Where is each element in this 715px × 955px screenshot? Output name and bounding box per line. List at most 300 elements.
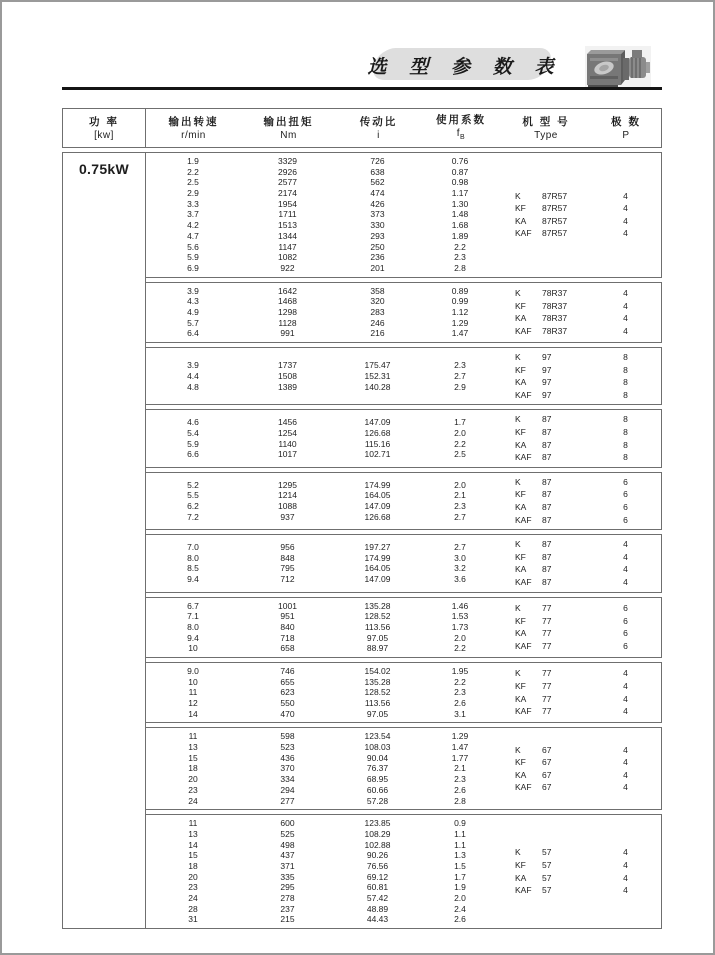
type-prefix: KAF bbox=[515, 228, 532, 239]
type-model: 87 bbox=[542, 551, 552, 562]
cell-value: 373 bbox=[370, 209, 385, 220]
table-block bbox=[145, 282, 662, 343]
type-value bbox=[515, 426, 590, 439]
cell-value: 14 bbox=[188, 839, 198, 850]
poles-value: 4 bbox=[623, 190, 628, 201]
type-prefix: KF bbox=[515, 203, 526, 214]
cell-value: 4.2 bbox=[187, 220, 199, 231]
poles-value: 4 bbox=[623, 706, 628, 717]
column-speed bbox=[146, 413, 240, 463]
cell-value: 638 bbox=[370, 166, 385, 177]
cell-value: 3.6 bbox=[454, 574, 466, 584]
type-prefix: KAF bbox=[515, 576, 532, 587]
type-value bbox=[515, 351, 590, 364]
type-model: 87 bbox=[542, 501, 552, 512]
type-prefix: KF bbox=[515, 300, 526, 311]
cell-value: 246 bbox=[370, 317, 385, 328]
column-torque bbox=[240, 413, 335, 463]
type-prefix: K bbox=[515, 744, 521, 755]
cell-value: 1389 bbox=[278, 381, 297, 392]
cell-value: 28 bbox=[188, 903, 198, 914]
type-model: 87 bbox=[542, 564, 552, 575]
cell-value: 23 bbox=[188, 784, 198, 795]
table-block bbox=[145, 472, 662, 530]
type-value bbox=[515, 488, 590, 501]
column-poles bbox=[590, 156, 661, 274]
cell-value: 2.7 bbox=[454, 370, 466, 381]
cell-value: 6.9 bbox=[187, 262, 199, 273]
cell-value: 5.9 bbox=[187, 252, 199, 263]
cell-value: 4.3 bbox=[187, 296, 199, 307]
poles-value: 4 bbox=[623, 757, 628, 768]
cell-value: 126.68 bbox=[364, 511, 391, 522]
cell-value: 2.3 bbox=[454, 774, 466, 785]
cell-value: 97.05 bbox=[366, 632, 389, 643]
table-block bbox=[145, 152, 662, 278]
cell-value: 97.05 bbox=[366, 708, 389, 719]
type-model: 97 bbox=[542, 389, 552, 400]
poles-value: 4 bbox=[623, 203, 628, 214]
cell-value: 13 bbox=[188, 828, 198, 839]
type-prefix: KA bbox=[515, 501, 527, 512]
poles-value: 8 bbox=[623, 389, 628, 400]
type-value bbox=[515, 439, 590, 452]
poles-value: 6 bbox=[623, 501, 628, 512]
type-model: 78R37 bbox=[542, 325, 568, 336]
cell-value: 2.3 bbox=[454, 687, 466, 698]
cell-value: 236 bbox=[370, 252, 385, 263]
power-column bbox=[62, 152, 146, 929]
cell-value: 922 bbox=[280, 262, 295, 273]
cell-value: 140.28 bbox=[364, 381, 391, 392]
column-torque bbox=[240, 538, 335, 588]
cell-value: 712 bbox=[280, 574, 295, 584]
type-prefix: KA bbox=[515, 769, 527, 780]
poles-value: 8 bbox=[623, 439, 628, 450]
cell-value: 6.7 bbox=[187, 600, 199, 611]
type-value bbox=[515, 781, 590, 794]
cell-value: 1468 bbox=[278, 296, 297, 307]
column-factor bbox=[420, 476, 500, 526]
cell-value: 8.0 bbox=[187, 621, 199, 632]
type-prefix: K bbox=[515, 603, 521, 614]
cell-value: 600 bbox=[280, 818, 295, 829]
poles-value: 4 bbox=[623, 288, 628, 299]
column-ratio bbox=[335, 601, 420, 654]
table-header bbox=[62, 108, 662, 148]
cell-value: 68.95 bbox=[366, 774, 389, 785]
type-model: 87 bbox=[542, 414, 552, 425]
header-ratio: 传动比 i bbox=[359, 115, 398, 141]
poles-value: 8 bbox=[623, 364, 628, 375]
type-model: 77 bbox=[542, 706, 552, 717]
type-model: 67 bbox=[542, 744, 552, 755]
type-prefix: K bbox=[515, 539, 521, 550]
poles-value: 4 bbox=[623, 872, 628, 883]
cell-value: 3329 bbox=[278, 156, 297, 166]
poles-value: 6 bbox=[623, 615, 628, 626]
column-speed bbox=[146, 156, 240, 274]
cell-value: 991 bbox=[280, 328, 295, 339]
poles-value: 4 bbox=[623, 539, 628, 550]
poles-value: 8 bbox=[623, 426, 628, 437]
poles-value: 4 bbox=[623, 576, 628, 587]
poles-value: 6 bbox=[623, 476, 628, 487]
cell-value: 358 bbox=[370, 285, 385, 296]
cell-value: 3.7 bbox=[187, 209, 199, 220]
cell-value: 6.2 bbox=[187, 500, 199, 511]
cell-value: 2.7 bbox=[454, 511, 466, 522]
cell-value: 126.68 bbox=[364, 427, 391, 438]
type-prefix: KF bbox=[515, 489, 526, 500]
column-factor bbox=[420, 601, 500, 654]
cell-value: 11 bbox=[188, 687, 198, 698]
cell-value: 3.9 bbox=[187, 285, 199, 296]
cell-value: 655 bbox=[280, 676, 295, 687]
type-value bbox=[515, 501, 590, 514]
gearmotor-image bbox=[585, 46, 651, 90]
cell-value: 11 bbox=[188, 818, 198, 829]
cell-value: 44.43 bbox=[366, 914, 389, 925]
column-torque bbox=[240, 351, 335, 401]
cell-value: 1082 bbox=[278, 252, 297, 263]
column-type bbox=[500, 351, 590, 401]
cell-value: 2.1 bbox=[454, 490, 466, 501]
cell-value: 108.03 bbox=[364, 742, 391, 753]
type-prefix: KA bbox=[515, 377, 527, 388]
column-poles bbox=[590, 538, 661, 588]
type-model: 87R57 bbox=[542, 190, 568, 201]
type-prefix: K bbox=[515, 190, 521, 201]
poles-value: 4 bbox=[623, 782, 628, 793]
type-model: 97 bbox=[542, 364, 552, 375]
cell-value: 1954 bbox=[278, 198, 297, 209]
type-value bbox=[515, 859, 590, 872]
cell-value: 795 bbox=[280, 563, 295, 574]
type-value bbox=[515, 227, 590, 240]
cell-value: 57.28 bbox=[366, 795, 389, 806]
type-model: 87 bbox=[542, 576, 552, 587]
type-prefix: KF bbox=[515, 860, 526, 871]
cell-value: 1.17 bbox=[451, 188, 469, 199]
cell-value: 2.8 bbox=[454, 795, 466, 806]
column-speed bbox=[146, 476, 240, 526]
type-prefix: KA bbox=[515, 693, 527, 704]
poles-value: 4 bbox=[623, 769, 628, 780]
cell-value: 1295 bbox=[278, 479, 297, 490]
cell-value: 1.29 bbox=[451, 317, 469, 328]
type-value bbox=[515, 667, 590, 680]
cell-value: 135.28 bbox=[364, 600, 391, 611]
cell-value: 1.47 bbox=[451, 742, 469, 753]
poles-value: 4 bbox=[623, 325, 628, 336]
cell-value: 1.1 bbox=[454, 839, 466, 850]
type-model: 67 bbox=[542, 782, 552, 793]
cell-value: 278 bbox=[280, 893, 295, 903]
type-value bbox=[515, 872, 590, 885]
cell-value: 237 bbox=[280, 903, 295, 914]
cell-value: 1.5 bbox=[454, 860, 466, 871]
cell-value: 128.52 bbox=[364, 611, 391, 622]
cell-value: 15 bbox=[188, 850, 198, 861]
cell-value: 6.6 bbox=[187, 449, 199, 460]
cell-value: 623 bbox=[280, 687, 295, 698]
cell-value: 174.99 bbox=[364, 552, 391, 563]
type-prefix: KF bbox=[515, 615, 526, 626]
cell-value: 154.02 bbox=[364, 665, 391, 676]
type-model: 57 bbox=[542, 872, 552, 883]
type-prefix: K bbox=[515, 414, 521, 425]
poles-value: 6 bbox=[623, 489, 628, 500]
column-type bbox=[500, 156, 590, 274]
cell-value: 1001 bbox=[278, 600, 297, 611]
cell-value: 2.2 bbox=[454, 676, 466, 687]
cell-value: 1214 bbox=[278, 490, 297, 501]
type-model: 87 bbox=[542, 489, 552, 500]
cell-value: 123.54 bbox=[364, 731, 391, 742]
cell-value: 60.81 bbox=[366, 882, 389, 893]
cell-value: 8.0 bbox=[187, 552, 199, 563]
type-model: 97 bbox=[542, 377, 552, 388]
type-model: 57 bbox=[542, 885, 552, 896]
column-torque bbox=[240, 286, 335, 339]
cell-value: 2.1 bbox=[454, 763, 466, 774]
cell-value: 90.26 bbox=[366, 850, 389, 861]
type-value bbox=[515, 884, 590, 897]
cell-value: 840 bbox=[280, 621, 295, 632]
type-value bbox=[515, 563, 590, 576]
type-model: 87 bbox=[542, 514, 552, 525]
cell-value: 1.9 bbox=[187, 156, 199, 166]
cell-value: 1.53 bbox=[451, 611, 469, 622]
cell-value: 2.6 bbox=[454, 698, 466, 708]
cell-value: 147.09 bbox=[364, 500, 391, 511]
cell-value: 48.89 bbox=[366, 903, 389, 914]
cell-value: 88.97 bbox=[366, 643, 389, 654]
type-value bbox=[515, 514, 590, 527]
cell-value: 1.47 bbox=[451, 328, 469, 339]
column-type bbox=[500, 286, 590, 339]
cell-value: 57.42 bbox=[366, 893, 389, 903]
column-speed bbox=[146, 731, 240, 806]
type-prefix: KAF bbox=[515, 514, 532, 525]
cell-value: 102.88 bbox=[364, 839, 391, 850]
type-prefix: KAF bbox=[515, 389, 532, 400]
cell-value: 1.1 bbox=[454, 828, 466, 839]
cell-value: 2.4 bbox=[454, 903, 466, 914]
poles-value: 8 bbox=[623, 377, 628, 388]
column-ratio bbox=[335, 731, 420, 806]
cell-value: 1254 bbox=[278, 427, 297, 438]
cell-value: 4.6 bbox=[187, 417, 199, 428]
page-title: 选 型 参 数 表 bbox=[367, 56, 563, 78]
poles-value: 4 bbox=[623, 860, 628, 871]
type-model: 78R37 bbox=[542, 300, 568, 311]
poles-value: 4 bbox=[623, 885, 628, 896]
poles-value: 4 bbox=[623, 668, 628, 679]
type-value bbox=[515, 744, 590, 757]
header-output-speed: 输出转速 r/min bbox=[168, 115, 219, 141]
type-value bbox=[515, 627, 590, 640]
cell-value: 147.09 bbox=[364, 574, 391, 584]
type-value bbox=[515, 680, 590, 693]
poles-value: 6 bbox=[623, 514, 628, 525]
poles-value: 4 bbox=[623, 551, 628, 562]
poles-value: 8 bbox=[623, 414, 628, 425]
cell-value: 152.31 bbox=[364, 370, 391, 381]
poles-value: 4 bbox=[623, 847, 628, 858]
type-model: 78R37 bbox=[542, 313, 568, 324]
cell-value: 2.7 bbox=[454, 541, 466, 552]
power-value: 0.75kW bbox=[78, 161, 130, 177]
poles-value: 8 bbox=[623, 352, 628, 362]
column-type bbox=[500, 731, 590, 806]
cell-value: 1456 bbox=[278, 417, 297, 428]
cell-value: 1088 bbox=[278, 500, 297, 511]
column-poles bbox=[590, 351, 661, 401]
type-value bbox=[515, 190, 590, 203]
cell-value: 1147 bbox=[278, 241, 297, 252]
type-model: 77 bbox=[542, 603, 552, 614]
type-value bbox=[515, 300, 590, 313]
cell-value: 164.05 bbox=[364, 490, 391, 501]
type-value bbox=[515, 602, 590, 615]
cell-value: 5.5 bbox=[187, 490, 199, 501]
cell-value: 293 bbox=[370, 230, 385, 241]
cell-value: 24 bbox=[188, 795, 198, 806]
header-power: 功 率 [kw] bbox=[63, 109, 146, 147]
column-factor bbox=[420, 818, 500, 925]
cell-value: 9.0 bbox=[187, 665, 199, 676]
cell-value: 102.71 bbox=[364, 449, 391, 460]
cell-value: 10 bbox=[188, 676, 198, 687]
cell-value: 2174 bbox=[278, 188, 297, 199]
cell-value: 0.99 bbox=[451, 296, 469, 307]
column-factor bbox=[420, 286, 500, 339]
cell-value: 956 bbox=[280, 541, 295, 552]
cell-value: 4.7 bbox=[187, 230, 199, 241]
cell-value: 5.7 bbox=[187, 317, 199, 328]
type-model: 77 bbox=[542, 668, 552, 679]
poles-value: 4 bbox=[623, 681, 628, 692]
cell-value: 498 bbox=[280, 839, 295, 850]
column-speed bbox=[146, 286, 240, 339]
cell-value: 2.3 bbox=[454, 500, 466, 511]
table-block bbox=[145, 727, 662, 810]
cell-value: 250 bbox=[370, 241, 385, 252]
cell-value: 164.05 bbox=[364, 563, 391, 574]
type-value bbox=[515, 640, 590, 653]
column-factor bbox=[420, 413, 500, 463]
cell-value: 2.0 bbox=[454, 893, 466, 903]
type-prefix: KAF bbox=[515, 325, 532, 336]
cell-value: 848 bbox=[280, 552, 295, 563]
poles-value: 4 bbox=[623, 313, 628, 324]
type-prefix: KA bbox=[515, 628, 527, 639]
cell-value: 0.9 bbox=[454, 818, 466, 829]
cell-value: 1513 bbox=[278, 220, 297, 231]
poles-value: 6 bbox=[623, 640, 628, 651]
type-value bbox=[515, 846, 590, 859]
cell-value: 115.16 bbox=[364, 438, 391, 449]
cell-value: 12 bbox=[188, 698, 198, 708]
type-prefix: KAF bbox=[515, 452, 532, 463]
type-value bbox=[515, 538, 590, 551]
cell-value: 320 bbox=[370, 296, 385, 307]
type-prefix: KF bbox=[515, 551, 526, 562]
cell-value: 1.29 bbox=[451, 731, 469, 742]
header-type: 机 型 号 Type bbox=[522, 115, 570, 141]
column-ratio bbox=[335, 476, 420, 526]
cell-value: 4.4 bbox=[187, 370, 199, 381]
cell-value: 4.9 bbox=[187, 306, 199, 317]
cell-value: 7.1 bbox=[187, 611, 199, 622]
type-model: 57 bbox=[542, 860, 552, 871]
cell-value: 2.5 bbox=[187, 177, 199, 188]
cell-value: 277 bbox=[280, 795, 295, 806]
type-value bbox=[515, 389, 590, 402]
cell-value: 1344 bbox=[278, 230, 297, 241]
column-factor bbox=[420, 351, 500, 401]
column-torque bbox=[240, 731, 335, 806]
column-poles bbox=[590, 818, 661, 925]
cell-value: 0.89 bbox=[451, 285, 469, 296]
column-ratio bbox=[335, 666, 420, 719]
cell-value: 113.56 bbox=[364, 621, 391, 632]
cell-value: 1.7 bbox=[454, 417, 466, 428]
cell-value: 1.46 bbox=[451, 600, 469, 611]
cell-value: 0.87 bbox=[451, 166, 469, 177]
cell-value: 1.3 bbox=[454, 850, 466, 861]
cell-value: 3.2 bbox=[454, 563, 466, 574]
cell-value: 6.4 bbox=[187, 328, 199, 339]
cell-value: 69.12 bbox=[366, 871, 389, 882]
cell-value: 294 bbox=[280, 784, 295, 795]
type-value bbox=[515, 202, 590, 215]
type-value bbox=[515, 376, 590, 389]
cell-value: 726 bbox=[370, 156, 385, 166]
cell-value: 598 bbox=[280, 731, 295, 742]
cell-value: 2.2 bbox=[454, 241, 466, 252]
poles-value: 4 bbox=[623, 215, 628, 226]
cell-value: 2.9 bbox=[454, 381, 466, 392]
type-model: 67 bbox=[542, 769, 552, 780]
cell-value: 7.2 bbox=[187, 511, 199, 522]
cell-value: 135.28 bbox=[364, 676, 391, 687]
cell-value: 2926 bbox=[278, 166, 297, 177]
column-ratio bbox=[335, 286, 420, 339]
cell-value: 718 bbox=[280, 632, 295, 643]
cell-value: 2.2 bbox=[187, 166, 199, 177]
cell-value: 5.9 bbox=[187, 438, 199, 449]
cell-value: 174.99 bbox=[364, 479, 391, 490]
type-prefix: K bbox=[515, 288, 521, 299]
cell-value: 128.52 bbox=[364, 687, 391, 698]
cell-value: 562 bbox=[370, 177, 385, 188]
column-torque bbox=[240, 476, 335, 526]
cell-value: 175.47 bbox=[364, 360, 391, 371]
cell-value: 2.6 bbox=[454, 914, 466, 925]
column-torque bbox=[240, 156, 335, 274]
cell-value: 8.5 bbox=[187, 563, 199, 574]
cell-value: 2577 bbox=[278, 177, 297, 188]
cell-value: 295 bbox=[280, 882, 295, 893]
poles-value: 6 bbox=[623, 603, 628, 614]
cell-value: 90.04 bbox=[366, 752, 389, 763]
cell-value: 1.48 bbox=[451, 209, 469, 220]
cell-value: 1711 bbox=[278, 209, 297, 220]
poles-value: 4 bbox=[623, 744, 628, 755]
